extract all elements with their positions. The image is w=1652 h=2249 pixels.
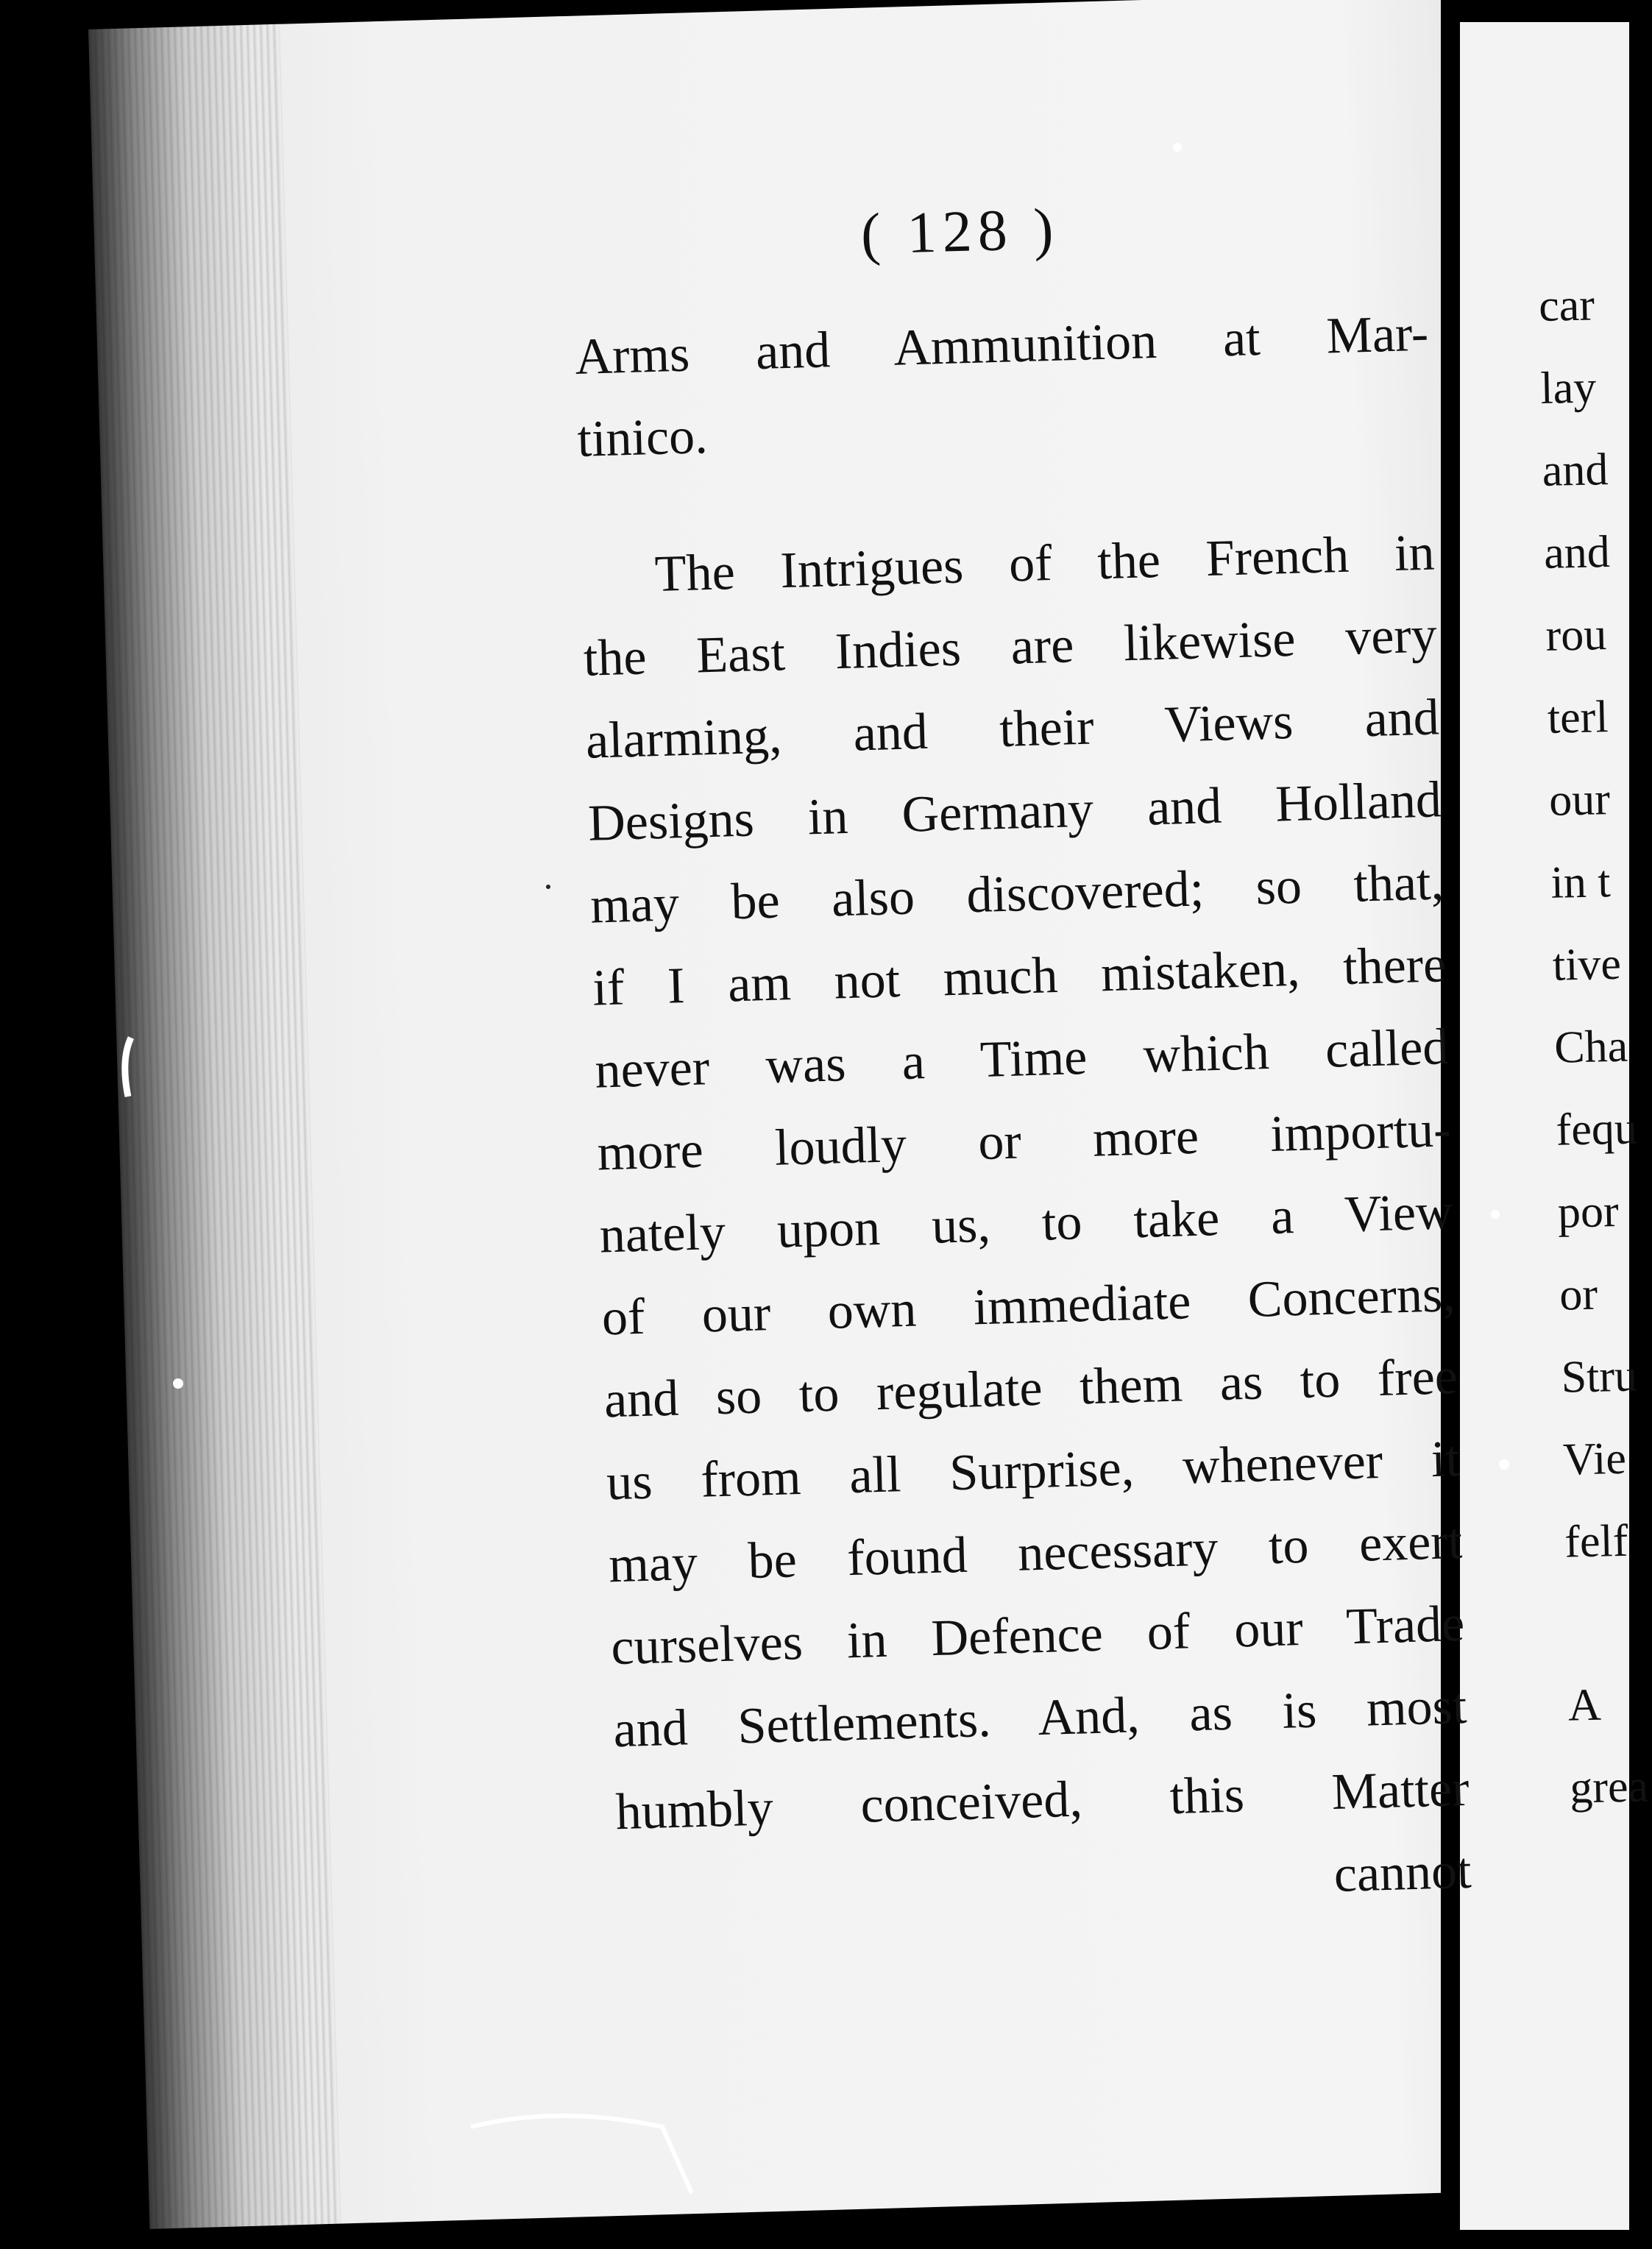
text-line: and Settlements. And, as is most <box>612 1677 1468 1759</box>
facing-line: and <box>1543 527 1611 578</box>
facing-line: lay <box>1539 362 1597 414</box>
facing-line: Cha <box>1553 1021 1628 1073</box>
text-line: Designs in Germany and Holland <box>587 771 1442 852</box>
facing-line: our <box>1548 774 1611 826</box>
facing-line: felf <box>1564 1515 1629 1568</box>
text-line: may be found necessary to exert <box>608 1512 1464 1594</box>
text-line: and so to regulate them as to free <box>603 1348 1458 1429</box>
facing-line: Vie <box>1562 1433 1627 1485</box>
text-line: the East Indies are likewise very <box>582 606 1438 687</box>
facing-line: rou <box>1545 609 1607 661</box>
text-line: tinico. <box>576 408 709 468</box>
facing-line: terl <box>1547 692 1609 743</box>
facing-line: in t <box>1550 857 1612 908</box>
text-line: us from all Surprise, whenever it <box>606 1431 1461 1512</box>
text-line: if I am not much mistaken, there <box>592 936 1447 1017</box>
text-line: more loudly or more importu- <box>596 1101 1452 1182</box>
facing-line: grea <box>1569 1761 1649 1813</box>
facing-line: Stru <box>1560 1350 1638 1403</box>
page-body <box>574 292 1487 1936</box>
facing-line: or <box>1559 1269 1598 1320</box>
facing-line: tive <box>1552 938 1622 991</box>
text-line: nately upon us, to take a View <box>598 1183 1454 1264</box>
text-line: may be also discovered; so that, <box>589 854 1445 935</box>
facing-line: por <box>1557 1186 1620 1238</box>
text-line: The Intrigues of the French in <box>653 524 1436 603</box>
catchword: cannot <box>1333 1842 1472 1903</box>
facing-line: and <box>1542 445 1609 496</box>
text-line: of our own immediate Concerns, <box>600 1266 1456 1347</box>
facing-line: car <box>1538 280 1595 331</box>
facing-line: fequ <box>1555 1103 1638 1155</box>
facing-line: A <box>1567 1679 1602 1731</box>
text-line: Arms and Ammunition at Mar- <box>574 305 1430 386</box>
text-line: humbly conceived, this Matter <box>614 1760 1470 1841</box>
text-line: curselves in Defence of our Trade <box>610 1595 1466 1676</box>
page-number: ( 128 ) <box>859 196 1060 267</box>
text-line: alarming, and their Views and <box>585 689 1440 770</box>
page-edges <box>88 24 341 2229</box>
text-line: never was a Time which called <box>594 1019 1450 1099</box>
